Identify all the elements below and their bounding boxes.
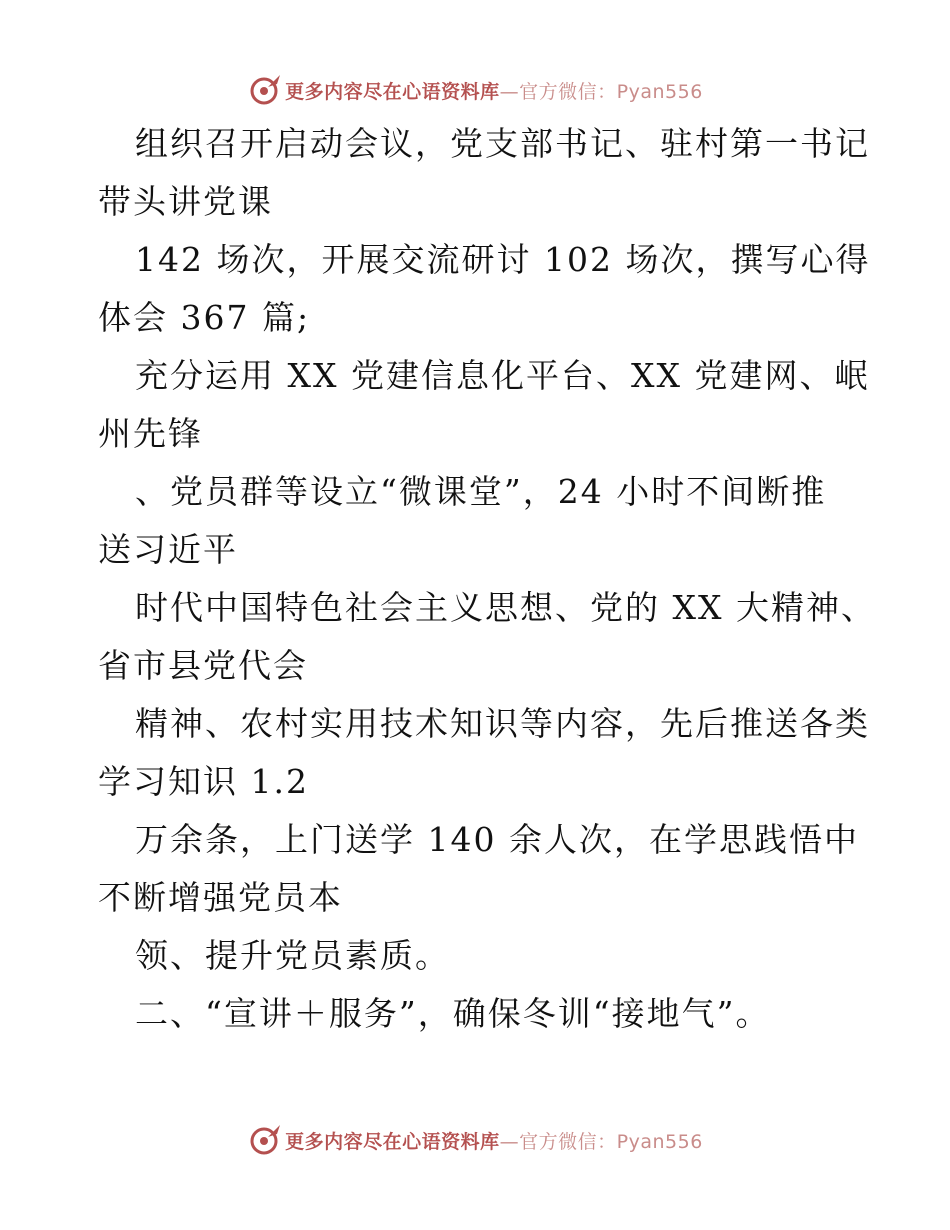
text-line: 省市县党代会 (98, 646, 308, 685)
document-body (98, 115, 876, 1043)
text-line: 体会 367 篇; (98, 298, 311, 337)
text-line: 142 场次，开展交流研讨 102 场次，撰写心得 (135, 240, 871, 279)
watermark-wechat-text: 官方微信：Pyan556 (519, 80, 703, 103)
text-line: 二、“宣讲＋服务”，确保冬训“接地气”。 (135, 994, 771, 1033)
header-watermark (0, 70, 950, 110)
text-line: 送习近平 (98, 530, 238, 569)
watermark-main-text: 更多内容尽在心语资料库 (285, 80, 500, 103)
text-line: 组织召开启动会议，党支部书记、驻村第一书记 (135, 124, 870, 163)
text-line: 、党员群等设立“微课堂”，24 小时不间断推 (135, 472, 827, 511)
text-line: 时代中国特色社会主义思想、党的 XX 大精神、 (135, 588, 876, 627)
watermark-main-text: 更多内容尽在心语资料库 (285, 1130, 500, 1153)
text-line: 州先锋 (98, 414, 203, 453)
text-line: 学习知识 1.2 (98, 762, 309, 801)
watermark-separator: — (499, 80, 520, 103)
text-line: 带头讲党课 (98, 182, 273, 221)
quill-seal-icon (247, 1122, 283, 1158)
quill-seal-icon (247, 72, 283, 108)
text-line: 不断增强党员本 (98, 878, 343, 917)
text-line: 领、提升党员素质。 (135, 936, 450, 975)
text-line: 充分运用 XX 党建信息化平台、XX 党建网、岷 (135, 356, 870, 395)
footer-watermark (0, 1120, 950, 1160)
watermark-separator: — (499, 1130, 520, 1153)
text-line: 万余条，上门送学 140 余人次，在学思践悟中 (135, 820, 859, 859)
watermark-wechat-text: 官方微信：Pyan556 (519, 1130, 703, 1153)
text-line: 精神、农村实用技术知识等内容，先后推送各类 (135, 704, 870, 743)
